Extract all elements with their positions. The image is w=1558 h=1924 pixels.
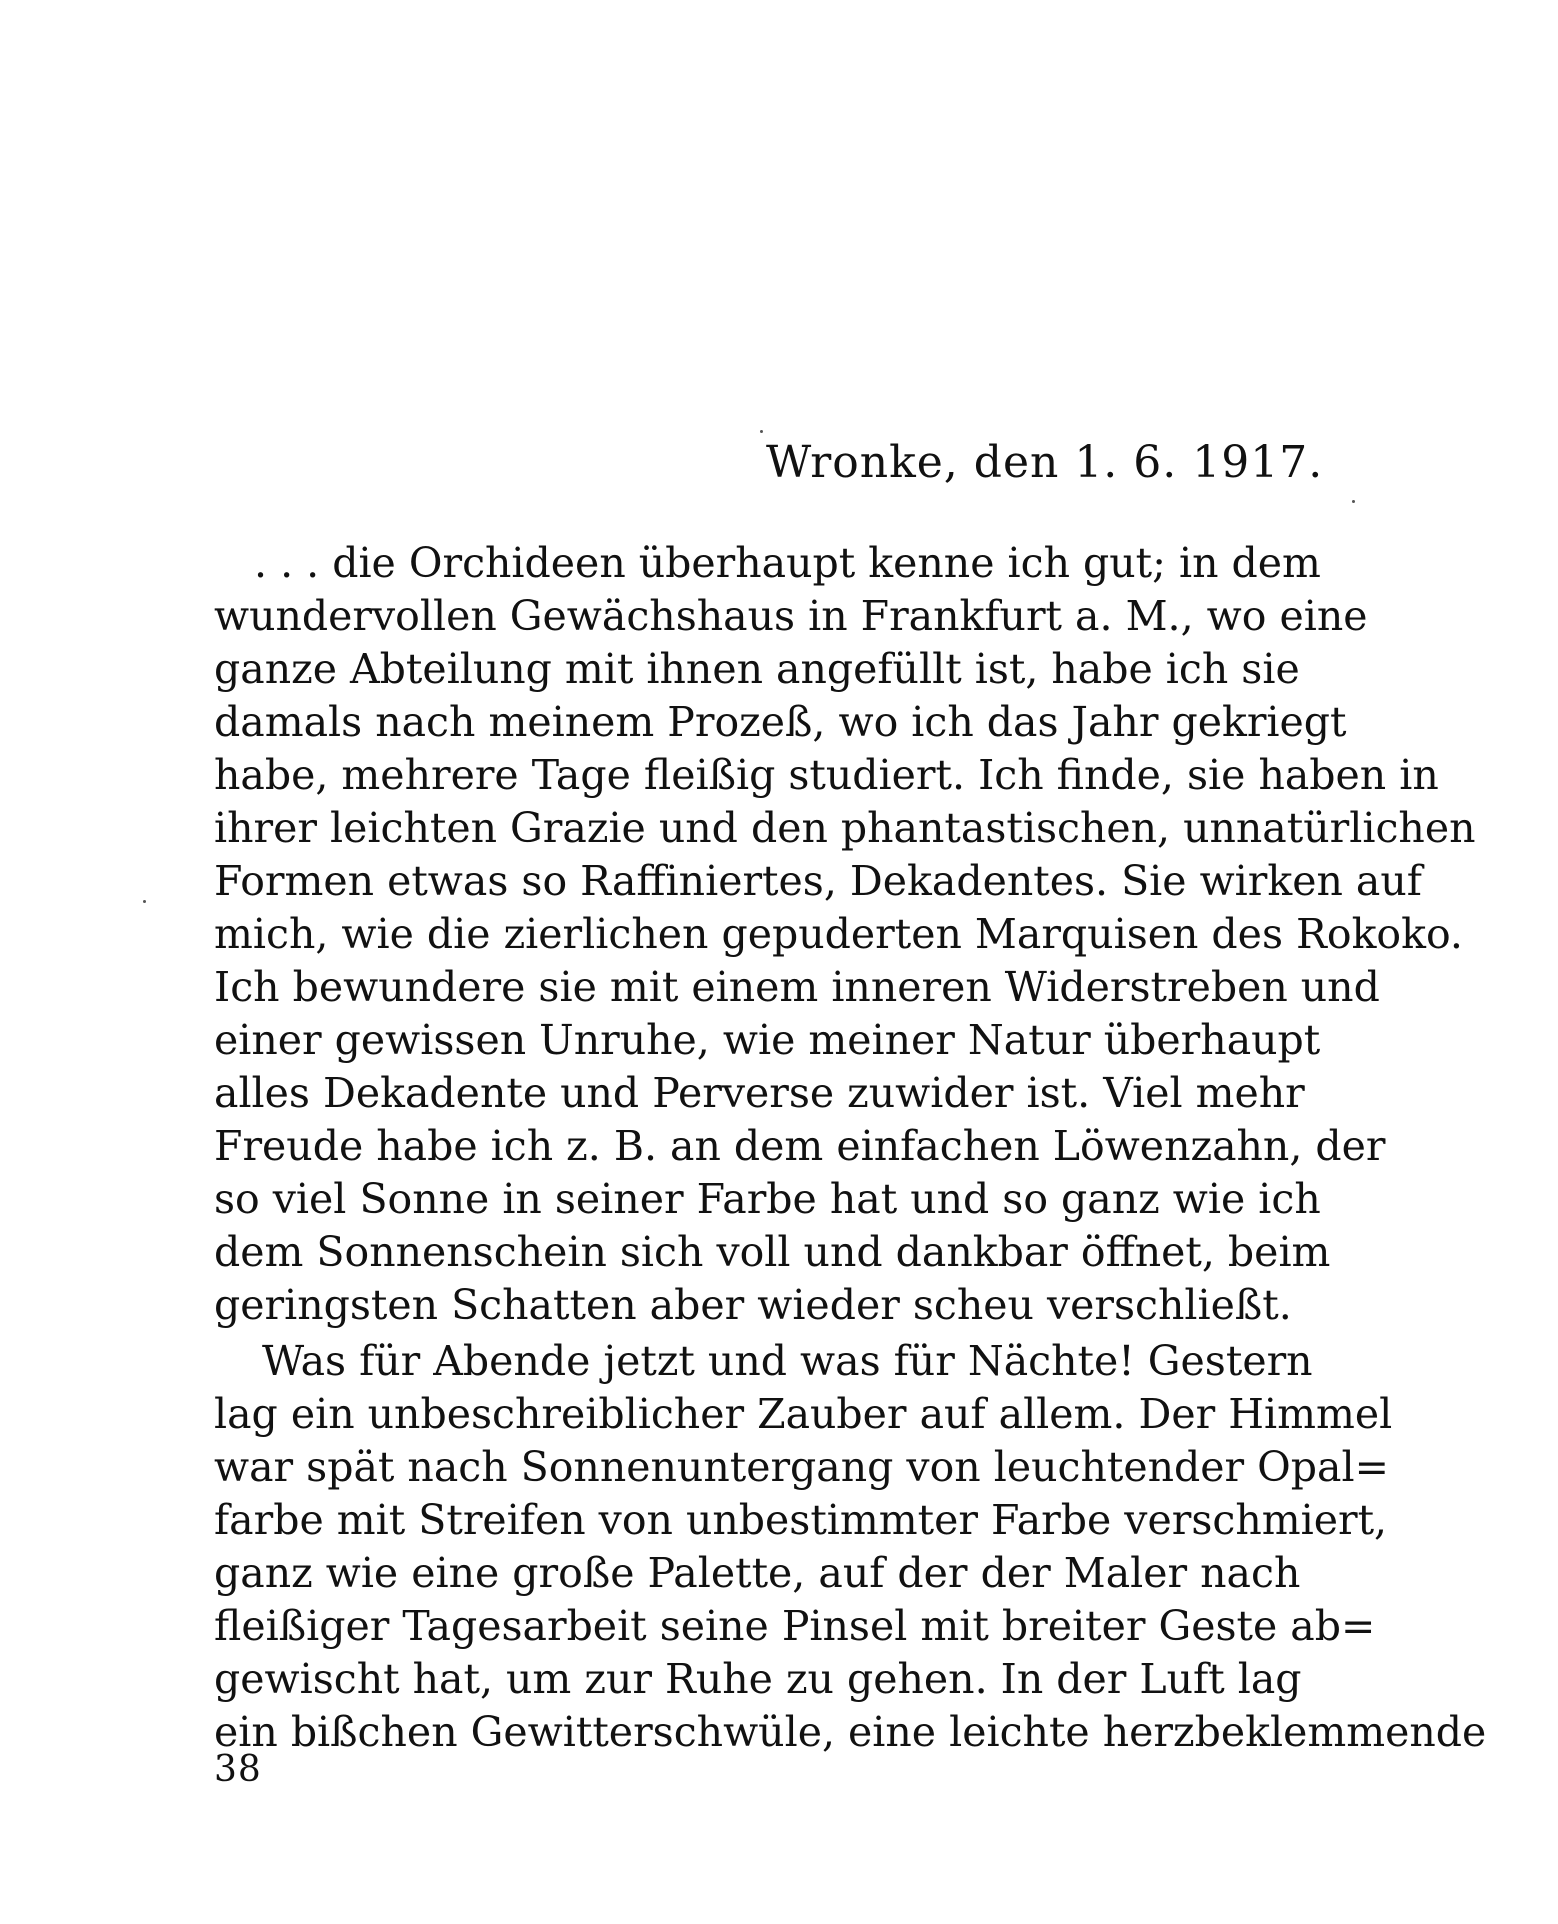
text-line: so viel Sonne in seiner Farbe hat und so ganz wie ich [214,1175,1321,1223]
text-line: einer gewissen Unruhe, wie meiner Natur überhaupt [214,1016,1321,1064]
text-line: Formen etwas so Raffiniertes, Dekadentes. Sie wirken auf [214,857,1422,905]
text-line: wundervollen Gewächshaus in Frankfurt a. M., wo eine [214,592,1368,640]
text-line: damals nach meinem Prozeß, wo ich das Jahr gekriegt [214,698,1347,746]
text-line: farbe mit Streifen von unbestimmter Farbe verschmiert, [214,1496,1388,1544]
text-line: Freude habe ich z. B. an dem einfachen Löwenzahn, der [214,1122,1386,1170]
text-line: alles Dekadente und Perverse zuwider ist. Viel mehr [214,1069,1305,1117]
paper-speck [760,430,763,433]
text-line: . . . die Orchideen überhaupt kenne ich gut; in dem [254,539,1321,587]
text-line: ganze Abteilung mit ihnen angefüllt ist, habe ich sie [214,645,1300,693]
text-line: ein bißchen Gewitterschwüle, eine leichte herzbeklemmende [214,1708,1487,1756]
page-number: 38 [214,1749,262,1790]
text-line: ihrer leichten Grazie und den phantastischen, unnatürlichen [214,804,1476,852]
text-line: gewischt hat, um zur Ruhe zu gehen. In der Luft lag [214,1655,1302,1703]
text-line: war spät nach Sonnenuntergang von leuchtender Opal= [214,1443,1389,1491]
letter-dateline: Wronke, den 1. 6. 1917. [766,437,1324,488]
text-line: geringsten Schatten aber wieder scheu verschließt. [214,1281,1292,1329]
text-line: dem Sonnenschein sich voll und dankbar öffnet, beim [214,1228,1331,1276]
text-line: lag ein unbeschreiblicher Zauber auf allem. Der Himmel [214,1390,1393,1438]
paragraph-2 [214,1335,1487,1759]
text-line: Was für Abende jetzt und was für Nächte! Gestern [262,1337,1313,1385]
text-line: Ich bewundere sie mit einem inneren Widerstreben und [214,963,1380,1011]
text-line: ganz wie eine große Palette, auf der der Maler nach [214,1549,1301,1597]
paper-speck [143,900,146,903]
text-line: fleißiger Tagesarbeit seine Pinsel mit breiter Geste ab= [214,1602,1376,1650]
text-line: habe, mehrere Tage fleißig studiert. Ich finde, sie haben in [214,751,1439,799]
paper-speck [1352,500,1355,503]
paragraph-1 [214,537,1476,1332]
text-line: mich, wie die zierlichen gepuderten Marquisen des Rokoko. [214,910,1463,958]
